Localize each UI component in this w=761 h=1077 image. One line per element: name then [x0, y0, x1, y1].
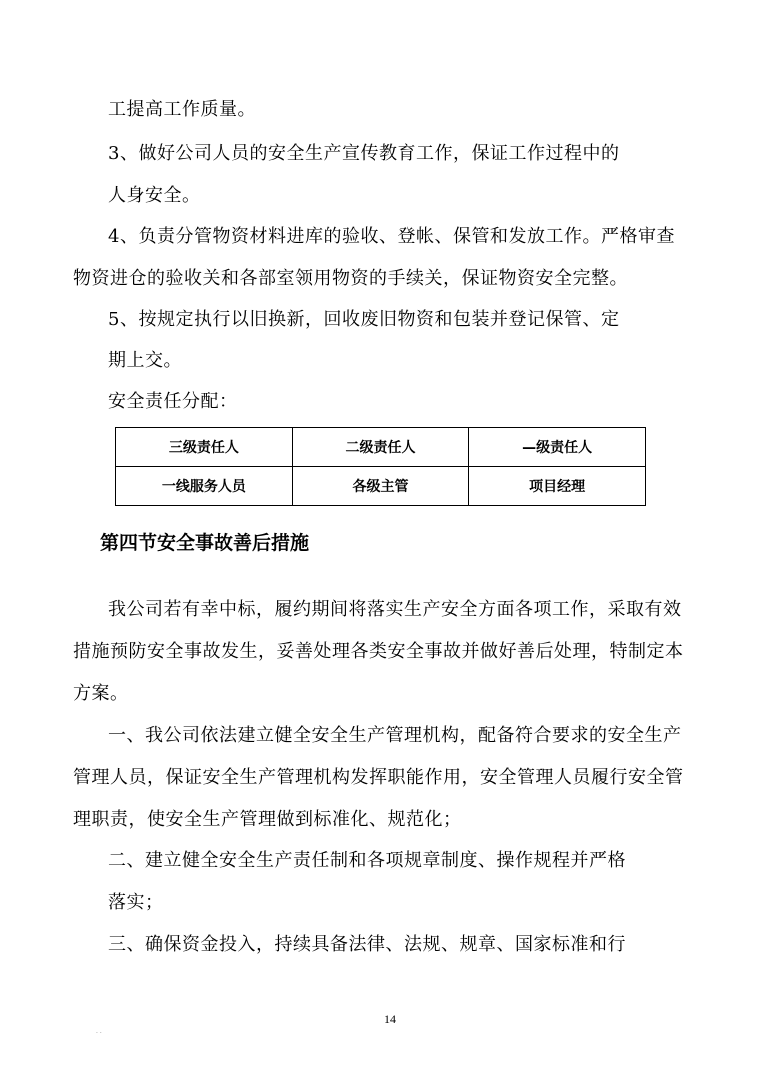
text-line: 方案。	[73, 683, 129, 704]
text-line: 人身安全。	[108, 185, 201, 206]
responsibility-table	[115, 427, 646, 506]
text-line: 管理人员，保证安全生产管理机构发挥职能作用，安全管理人员履行安全管	[73, 767, 684, 788]
table-row	[116, 428, 646, 467]
table-cell: 三级责任人	[116, 428, 293, 467]
text-line: 工提高工作质量。	[108, 99, 256, 120]
table-cell: —级责任人	[469, 428, 646, 467]
text-line: 安全责任分配：	[108, 391, 238, 412]
text-line: 一、我公司依法建立健全安全生产管理机构，配备符合要求的安全生产	[108, 725, 682, 746]
text-line: 我公司若有幸中标，履约期间将落实生产安全方面各项工作，采取有效	[108, 599, 682, 620]
text-line: 期上交。	[108, 350, 182, 371]
text-line: 三、确保资金投入，持续具备法律、法规、规章、国家标准和行	[108, 934, 626, 955]
page-number: 14	[384, 1012, 396, 1026]
table-cell: 二级责任人	[292, 428, 469, 467]
table-row	[116, 467, 646, 506]
table-cell: 各级主管	[292, 467, 469, 506]
text-line: 理职责，使安全生产管理做到标准化、规范化；	[73, 809, 462, 830]
text-line: 5、按规定执行以旧换新，回收废旧物资和包装并登记保管、定	[108, 309, 620, 330]
text-line: 二、建立健全安全生产责任制和各项规章制度、操作规程并严格	[108, 850, 626, 871]
section-title: 第四节安全事故善后措施	[100, 532, 310, 554]
text-line: 措施预防安全事故发生，妥善处理各类安全事故并做好善后处理，特制定本	[73, 641, 684, 662]
footer-mark: · ·	[96, 1030, 102, 1037]
text-line: 物资进仓的验收关和各部室领用物资的手续关，保证物资安全完整。	[73, 268, 628, 289]
text-line: 3、做好公司人员的安全生产宣传教育工作，保证工作过程中的	[108, 143, 620, 164]
text-line: 落实；	[108, 892, 164, 913]
table-cell: 项目经理	[469, 467, 646, 506]
table-cell: 一线服务人员	[116, 467, 293, 506]
text-line: 4、负责分管物资材料进库的验收、登帐、保管和发放工作。严格审查	[108, 226, 675, 247]
